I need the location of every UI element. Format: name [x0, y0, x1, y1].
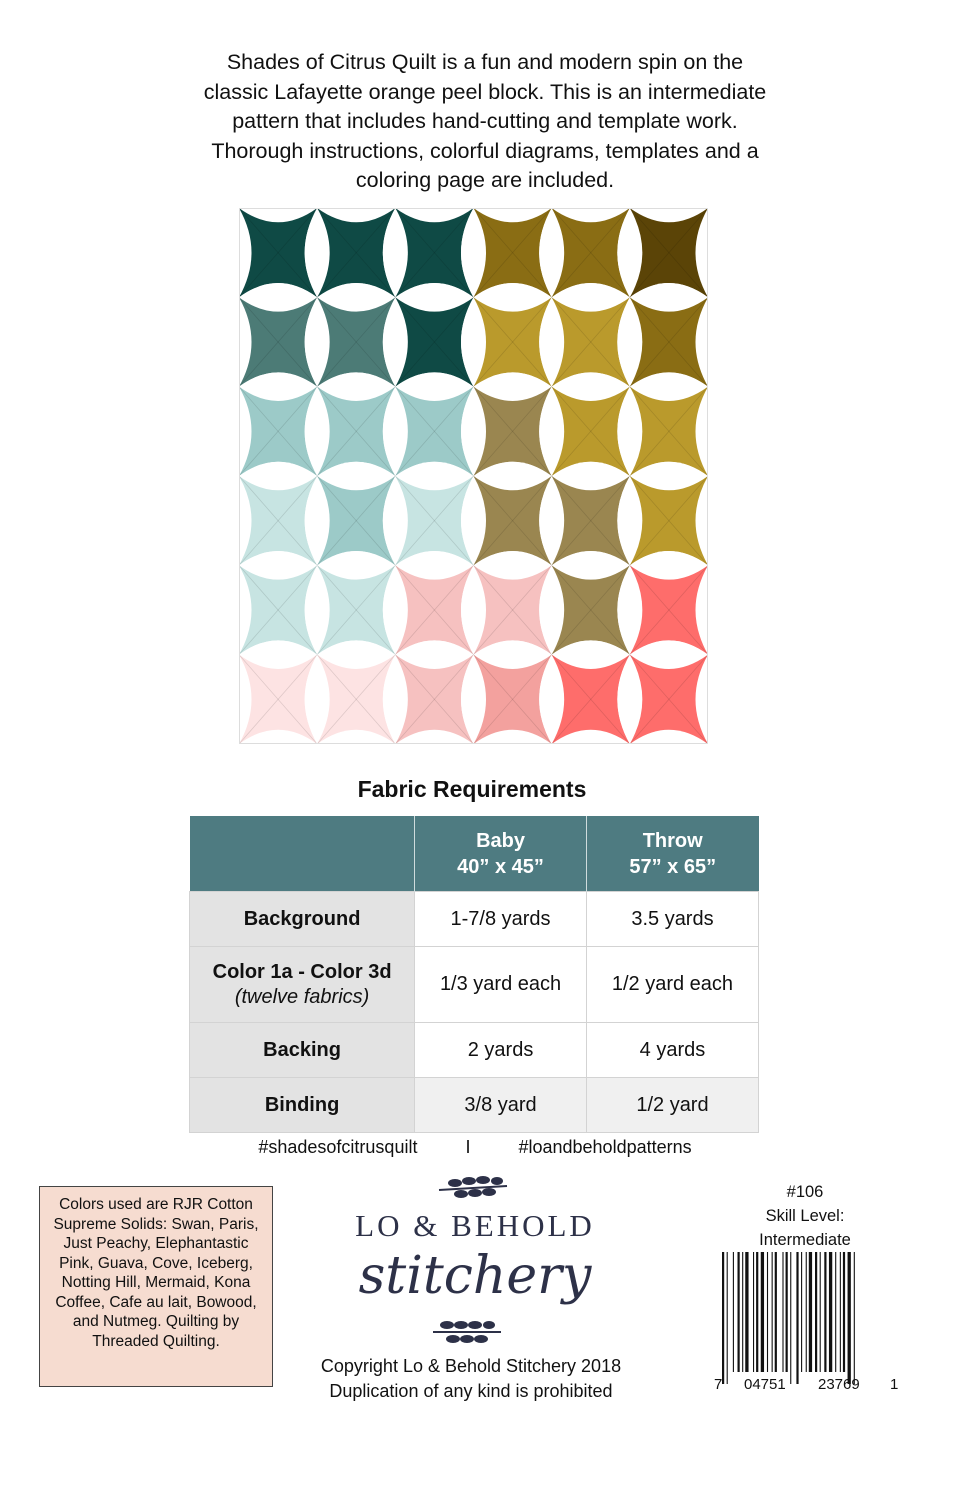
throw-value: 1/2 yard each — [586, 947, 758, 1023]
intro-line: Thorough instructions, colorful diagrams, templates and a — [211, 138, 759, 163]
laurel-branch-icon — [427, 1316, 507, 1346]
hashtags — [0, 1137, 950, 1158]
table-row — [190, 892, 759, 947]
barcode-digit: 23769 — [818, 1376, 860, 1393]
hashtag-patterns: #loandbeholdpatterns — [518, 1137, 692, 1157]
intro-line: Shades of Citrus Quilt is a fun and modern spin on the — [226, 50, 744, 74]
hashtag-quilt: #shadesofcitrusquilt — [258, 1137, 418, 1157]
baby-value: 3/8 yard — [415, 1078, 587, 1133]
row-label: Color 1a - Color 3d — [212, 960, 392, 983]
barcode-digit: 04751 — [744, 1376, 786, 1393]
row-label: Binding — [190, 1078, 415, 1133]
brand-script: stitchery — [358, 1246, 592, 1306]
brand-logo — [300, 1160, 650, 1350]
intro-line: pattern that includes hand-cutting and template work. — [232, 109, 738, 133]
hashtag-separator: I — [465, 1137, 471, 1157]
row-label-cell — [190, 947, 415, 1023]
product-info — [700, 1180, 910, 1252]
throw-value: 3.5 yards — [586, 892, 758, 947]
baby-value: 2 yards — [415, 1023, 587, 1078]
column-name: Baby — [476, 829, 525, 852]
intro-line: classic Lafayette orange peel block. This is an intermediate — [203, 79, 767, 104]
row-sublabel: (twelve fabrics) — [234, 985, 370, 1008]
header-baby — [415, 816, 587, 892]
copyright-notice — [290, 1354, 652, 1404]
table-row — [190, 1023, 759, 1078]
header-blank-cell — [190, 816, 415, 892]
table-header-row — [190, 816, 759, 892]
row-label: Backing — [190, 1023, 415, 1078]
quilt-block — [617, 640, 708, 744]
barcode-digits — [714, 1376, 902, 1398]
quilt-illustration — [239, 208, 708, 744]
table-row — [190, 947, 759, 1023]
fabric-requirements-title: Fabric Requirements — [357, 776, 587, 802]
quilt-image — [239, 208, 708, 744]
row-label: Background — [190, 892, 415, 947]
colors-used-note: Colors used are RJR Cotton Supreme Solids: Swan, Paris, Just Peachy, Elephantastic Pink, Guava, Cove, Iceberg, Notting Hill, Mermaid, Kona Coffee, Cafe au lait, Bowood, and Nutmeg. Quilting by Threaded Quilting. — [39, 1186, 273, 1387]
header-throw — [586, 816, 758, 892]
skill-level-value: Intermediate — [759, 1231, 851, 1249]
baby-value: 1-7/8 yards — [415, 892, 587, 947]
pattern-number: #106 — [786, 1183, 824, 1201]
table-row — [190, 1078, 759, 1133]
copyright-line: Copyright Lo & Behold Stitchery 2018 — [320, 1356, 622, 1376]
barcode-digit: 7 — [714, 1376, 723, 1393]
barcode — [718, 1252, 898, 1384]
fabric-requirements-table — [189, 816, 759, 1133]
barcode-digit: 1 — [890, 1376, 899, 1393]
skill-level-label: Skill Level: — [765, 1207, 845, 1225]
throw-value: 4 yards — [586, 1023, 758, 1078]
brand-name: LO & BEHOLD — [355, 1208, 595, 1243]
intro-line: coloring page are included. — [355, 168, 615, 192]
duplication-line: Duplication of any kind is prohibited — [329, 1381, 613, 1401]
laurel-branch-icon — [433, 1172, 513, 1202]
column-size: 40” x 45” — [457, 855, 544, 878]
column-name: Throw — [642, 829, 703, 852]
intro-paragraph — [120, 48, 850, 196]
column-size: 57” x 65” — [629, 855, 717, 878]
baby-value: 1/3 yard each — [415, 947, 587, 1023]
throw-value: 1/2 yard — [586, 1078, 758, 1133]
barcode-bars — [722, 1252, 855, 1384]
